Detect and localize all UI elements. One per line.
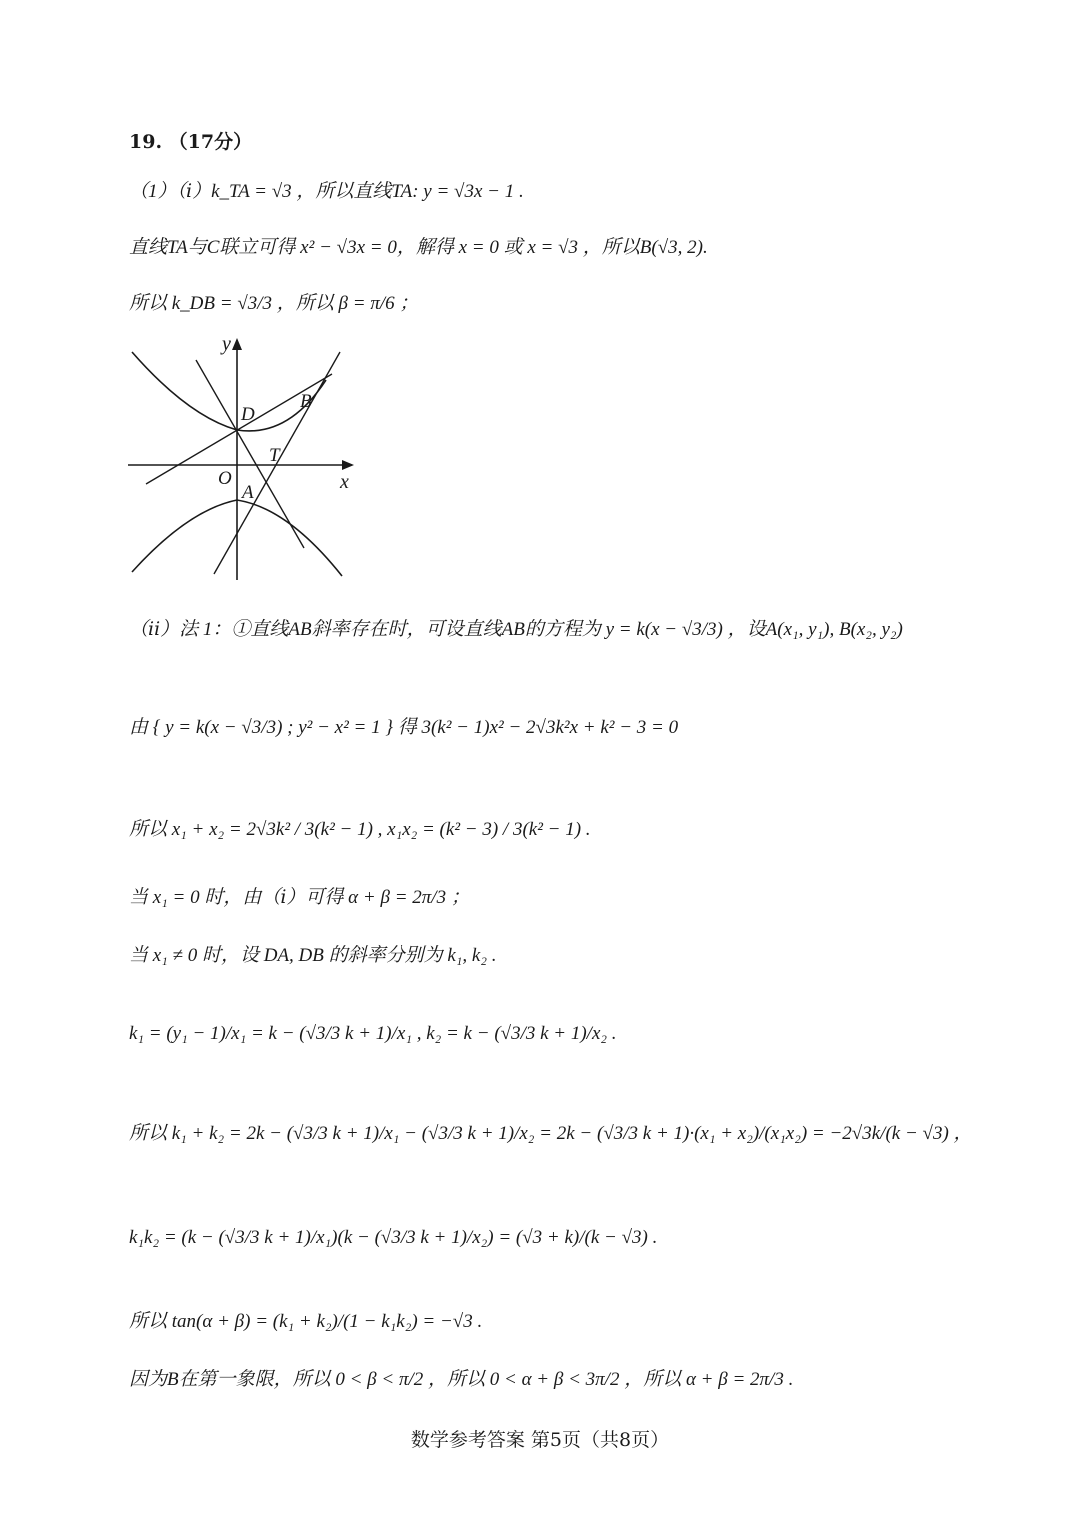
- hyperbola-figure: [128, 330, 360, 585]
- k1-k2-definition-line: k₁ = (y₁ − 1)/x₁ = k − (√3/3 k + 1)/x₁ , k₂ = k − (√3/3 k + 1)/x₂ .: [129, 1023, 617, 1044]
- method1-line: （ⅱ）法 1：①直线AB斜率存在时，可设直线AB的方程为 y = k(x − √3/3) ，设A(x₁, y₁), B(x₂, y₂): [129, 619, 903, 640]
- origin-label: O: [218, 468, 232, 489]
- beta-line: 所以 k_DB = √3/3 ，所以 β = π/6 ；: [129, 293, 419, 314]
- y-axis-label: y: [222, 333, 231, 355]
- hyperbola-upper-branch: [132, 352, 326, 431]
- vieta-line: 所以 x₁ + x₂ = 2√3k² / 3(k² − 1) , x₁x₂ = (k² − 3) / 3(k² − 1) .: [129, 819, 591, 840]
- conclusion-line: 因为B在第一象限，所以 0 < β < π/2 ，所以 0 < α + β < 3π/2 ，所以 α + β = 2π/3 .: [129, 1369, 794, 1390]
- x-axis-arrow: [342, 460, 354, 470]
- point-a-label: A: [242, 482, 254, 503]
- point-t-label: T: [269, 445, 280, 466]
- k1-plus-k2-line: 所以 k₁ + k₂ = 2k − (√3/3 k + 1)/x₁ − (√3/3 k + 1)/x₂ = 2k − (√3/3 k + 1)·(x₁ + x₂)/(x₁x₂) = −2√3k/(k − √3) ，: [129, 1123, 973, 1144]
- point-b-label: B: [300, 391, 312, 412]
- part1-i-slope-line: （1）（ⅰ）k_TA = √3 ，所以直线TA: y = √3x − 1 .: [129, 181, 524, 202]
- system-line: 由 { y = k(x − √3/3) ; y² − x² = 1 } 得 3(k² − 1)x² − 2√3k²x + k² − 3 = 0: [129, 717, 679, 738]
- line-ab: [196, 360, 304, 548]
- page-footer: 数学参考答案 第5页（共8页）: [410, 1429, 670, 1451]
- y-axis-arrow: [232, 338, 242, 350]
- x-axis-label: x: [340, 471, 349, 493]
- intersection-line: 直线TA与C联立可得 x² − √3x = 0，解得 x = 0 或 x = √3 ，所以B(√3, 2).: [129, 237, 708, 258]
- point-d-label: D: [241, 404, 255, 425]
- k1-times-k2-line: k₁k₂ = (k − (√3/3 k + 1)/x₁)(k − (√3/3 k + 1)/x₂) = (√3 + k)/(k − √3) .: [129, 1227, 658, 1248]
- problem-heading: 19. （17分）: [129, 131, 253, 153]
- case-x1-nonzero-line: 当 x₁ ≠ 0 时，设 DA, DB 的斜率分别为 k₁, k₂ .: [129, 945, 497, 966]
- case-x1-zero-line: 当 x₁ = 0 时，由（ⅰ）可得 α + β = 2π/3 ；: [129, 887, 470, 908]
- tan-line: 所以 tan(α + β) = (k₁ + k₂)/(1 − k₁k₂) = −√3 .: [129, 1311, 483, 1332]
